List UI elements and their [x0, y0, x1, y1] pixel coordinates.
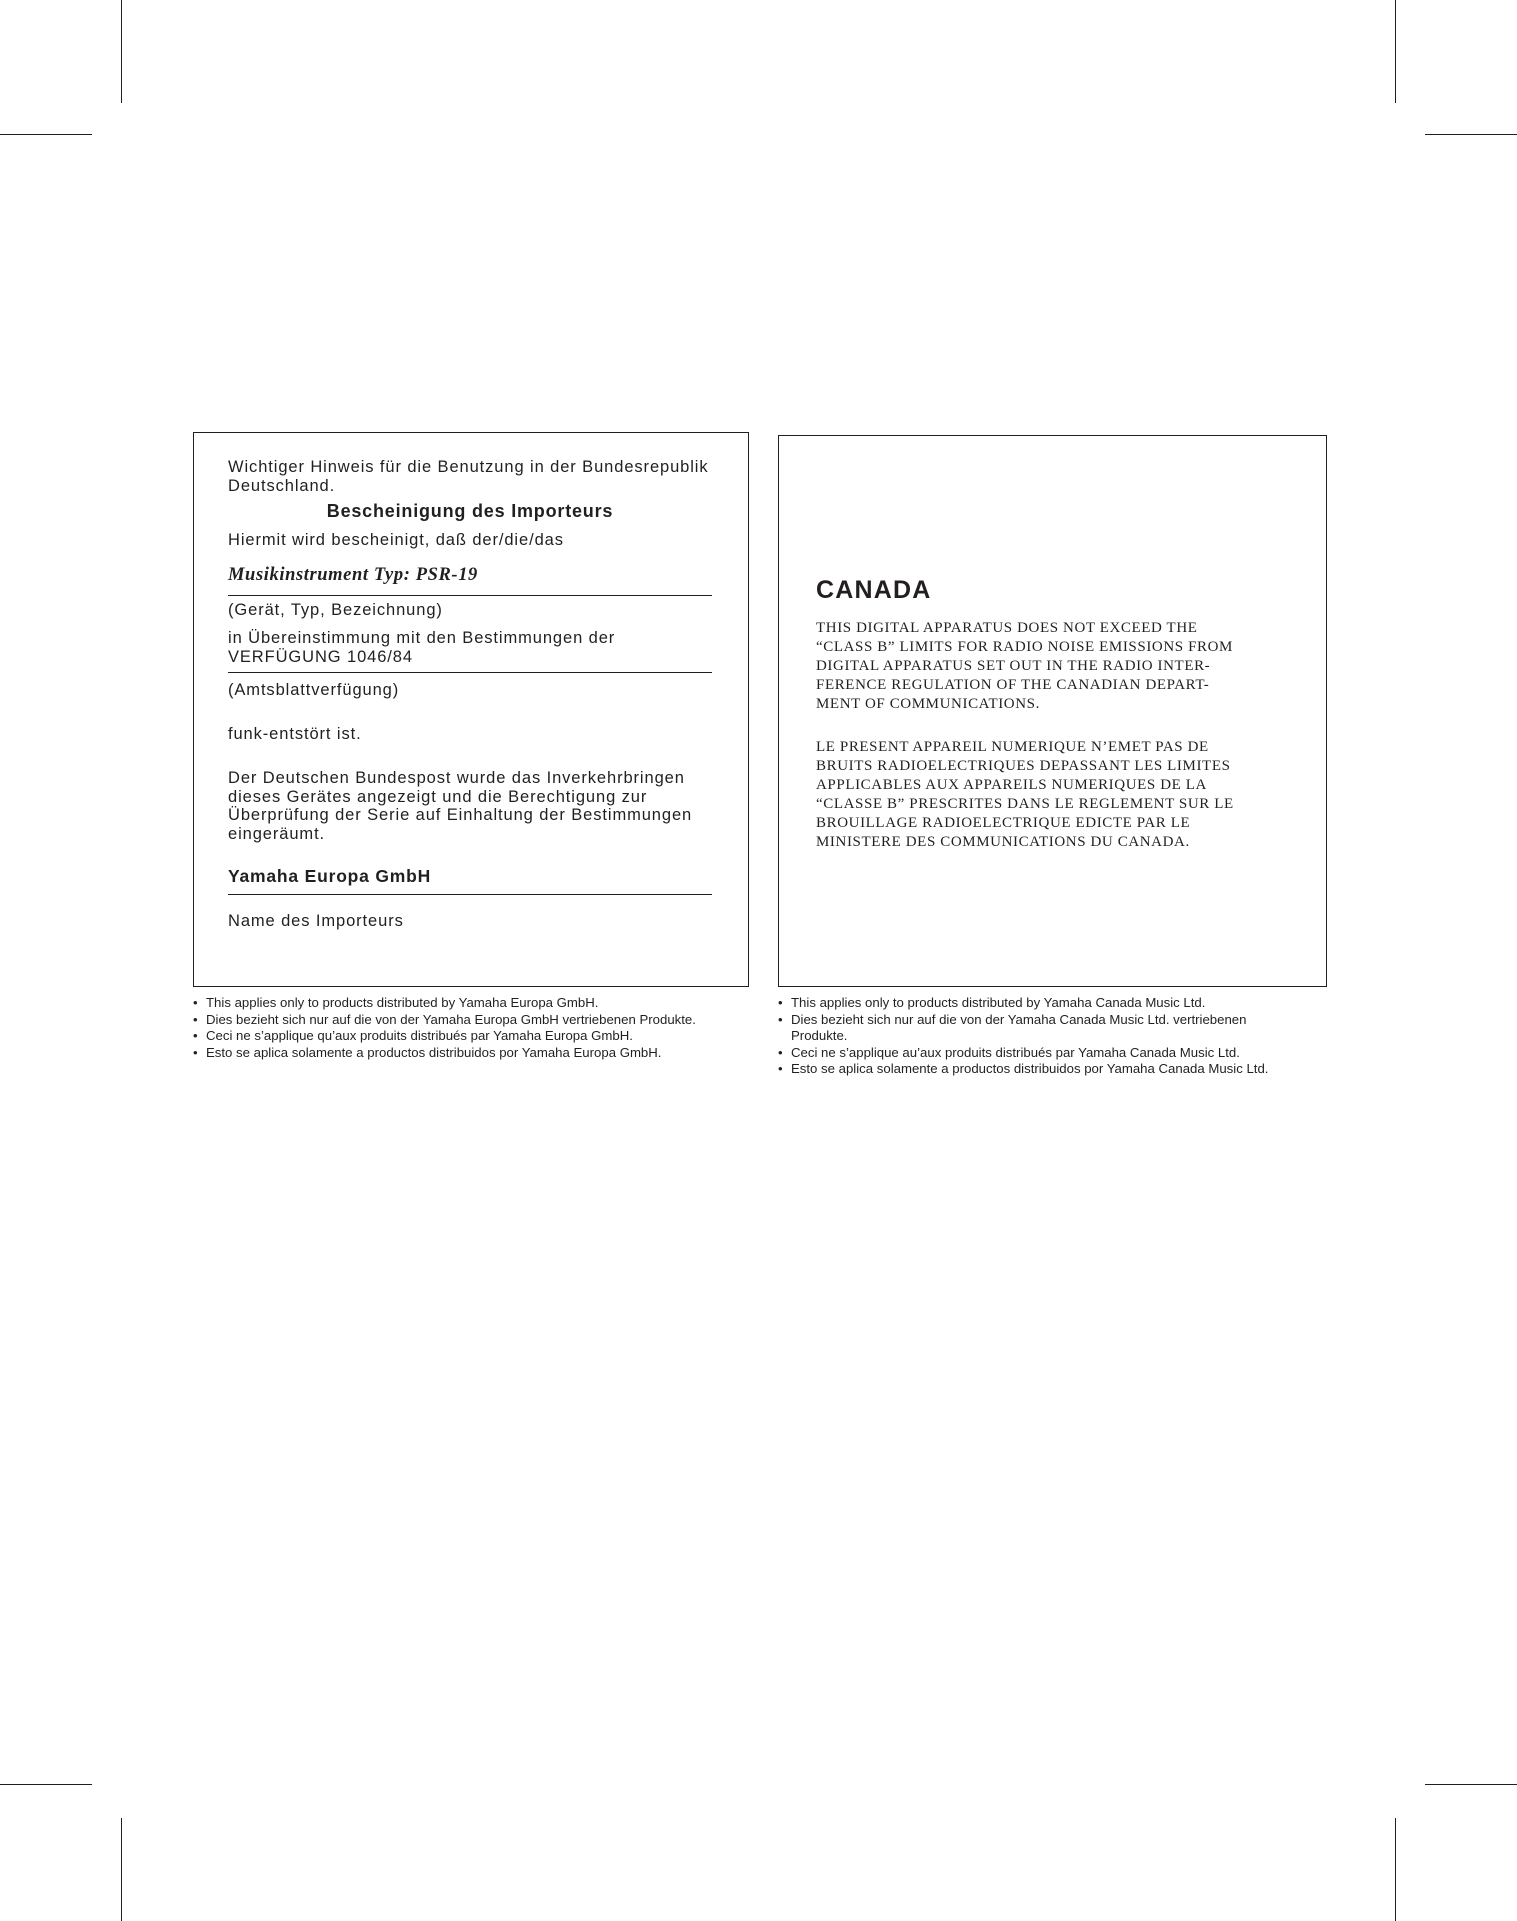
certify-text: Hiermit wird bescheinigt, daß der/die/das [228, 531, 564, 549]
importer-label: Name des Importeurs [228, 912, 404, 930]
footnote [193, 995, 696, 1012]
canada-english-line-5: MENT OF COMMUNICATIONS. [816, 696, 1040, 712]
canada-french-line-6: MINISTERE DES COMMUNICATIONS DU CANADA. [816, 834, 1190, 850]
crop-mark-top-right-horizontal [1425, 134, 1517, 135]
footnote [778, 995, 1338, 1012]
bullet: • [193, 1011, 198, 1027]
bullet: • [193, 995, 198, 1010]
bullet: • [778, 1011, 783, 1027]
crop-mark-top-left-vertical [121, 0, 122, 103]
footnote-text: This applies only to products distributed by Yamaha Europa GmbH. [206, 995, 599, 1010]
intro-line-1: Wichtiger Hinweis für die Benutzung in der Bundesrepublik [228, 458, 709, 476]
instrument-type: Musikinstrument Typ: PSR-19 [228, 565, 478, 585]
post-line-3: Überprüfung der Serie auf Einhaltung der Bestimmungen [228, 806, 693, 824]
footnote [193, 1012, 696, 1029]
footnote-text: Ceci ne s’applique qu’aux produits distribués par Yamaha Europa GmbH. [206, 1028, 633, 1043]
canada-english-line-2: “CLASS B” LIMITS FOR RADIO NOISE EMISSIONS FROM [816, 639, 1233, 655]
canada-title: CANADA [816, 576, 932, 604]
intro-line-2: Deutschland. [228, 477, 336, 495]
footnote-text: Dies bezieht sich nur auf die von der Yamaha Europa GmbH vertriebenen Produkte. [206, 1011, 696, 1027]
canada-footnotes [778, 995, 1338, 1078]
footnote [778, 1045, 1338, 1062]
suppressed-text: funk-entstört ist. [228, 725, 362, 743]
crop-mark-bottom-left-horizontal [0, 1784, 92, 1785]
bullet: • [193, 1044, 198, 1060]
footnote-text: Ceci ne s’applique au’aux produits distribués par Yamaha Canada Music Ltd. [791, 1044, 1240, 1060]
bullet: • [193, 1028, 198, 1043]
canada-english-line-4: FERENCE REGULATION OF THE CANADIAN DEPART- [816, 677, 1210, 693]
accordance-rule [228, 672, 712, 673]
canada-french-line-5: BROUILLAGE RADIOELECTRIQUE EDICTE PAR LE [816, 815, 1191, 831]
crop-mark-bottom-right-horizontal [1425, 1784, 1517, 1785]
accordance-line-2: VERFÜGUNG 1046/84 [228, 648, 413, 666]
bullet: • [778, 995, 783, 1010]
canada-french-line-3: APPLICABLES AUX APPAREILS NUMERIQUES DE LA [816, 777, 1207, 793]
canada-french-line-4: “CLASSE B” PRESCRITES DANS LE REGLEMENT SUR LE [816, 796, 1234, 812]
bullet: • [778, 1061, 783, 1076]
canada-english-line-1: THIS DIGITAL APPARATUS DOES NOT EXCEED THE [816, 620, 1198, 636]
post-line-4: eingeräumt. [228, 825, 326, 843]
accordance-line-1: in Übereinstimmung mit den Bestimmungen der [228, 629, 616, 647]
europe-footnotes [193, 995, 696, 1061]
footnote-text: Esto se aplica solamente a productos distribuidos por Yamaha Europa GmbH. [206, 1044, 662, 1060]
canada-french-line-2: BRUITS RADIOELECTRIQUES DEPASSANT LES LIMITES [816, 758, 1231, 774]
instrument-rule [228, 595, 712, 596]
footnote [193, 1045, 696, 1062]
gazette-label: (Amtsblattverfügung) [228, 681, 400, 699]
crop-mark-bottom-left-vertical [121, 1818, 122, 1921]
footnote [193, 1028, 696, 1045]
footnote [778, 1012, 1338, 1045]
canada-english-line-3: DIGITAL APPARATUS SET OUT IN THE RADIO INTER- [816, 658, 1211, 674]
crop-mark-bottom-right-vertical [1395, 1818, 1396, 1921]
certificate-title: Bescheinigung des Importeurs [326, 501, 614, 521]
canada-french-line-1: LE PRESENT APPAREIL NUMERIQUE N’EMET PAS DE [816, 739, 1209, 755]
footnote [778, 1061, 1338, 1078]
footnote-text: Esto se aplica solamente a productos distribuidos por Yamaha Canada Music Ltd. [791, 1061, 1269, 1076]
footnote-text: Dies bezieht sich nur auf die von der Yamaha Canada Music Ltd. vertriebenen [791, 1011, 1247, 1027]
importer-rule [228, 894, 712, 895]
crop-mark-top-right-vertical [1395, 0, 1396, 103]
post-line-1: Der Deutschen Bundespost wurde das Inverkehrbringen [228, 769, 685, 787]
importer-name: Yamaha Europa GmbH [228, 866, 432, 886]
device-label: (Gerät, Typ, Bezeichnung) [228, 601, 443, 619]
post-line-2: dieses Gerätes angezeigt und die Berechtigung zur [228, 788, 648, 806]
bullet: • [778, 1044, 783, 1060]
crop-mark-top-left-horizontal [0, 134, 92, 135]
footnote-text: This applies only to products distributed by Yamaha Canada Music Ltd. [791, 995, 1206, 1010]
footnote-text-continued: Produkte. [791, 1028, 848, 1043]
